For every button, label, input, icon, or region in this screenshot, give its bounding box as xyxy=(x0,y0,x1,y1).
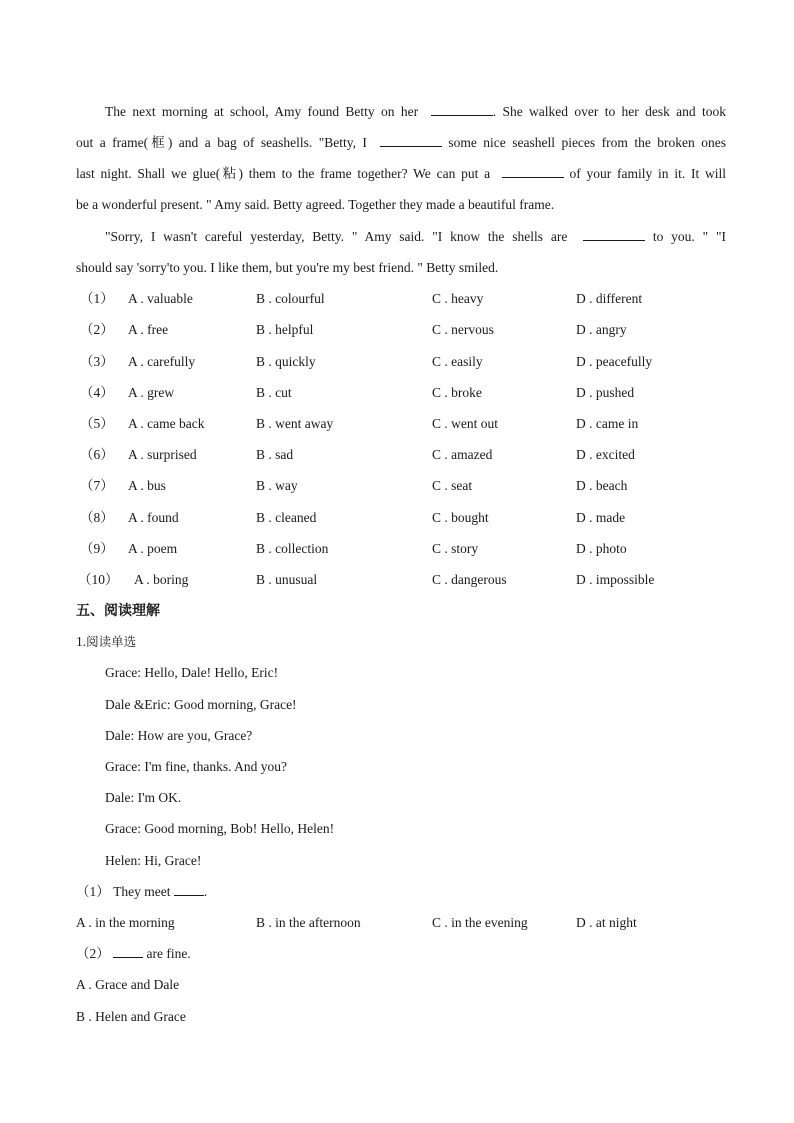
option-row xyxy=(76,538,726,560)
option-b[interactable]: B . helpful xyxy=(256,322,314,337)
option-d[interactable]: D . beach xyxy=(576,478,628,493)
option-row xyxy=(76,319,726,341)
option-a[interactable]: A . in the morning xyxy=(76,915,175,930)
option-b[interactable]: B . cleaned xyxy=(256,510,317,525)
answer-blank xyxy=(502,163,564,178)
option-d[interactable]: D . at night xyxy=(576,915,637,930)
option-d[interactable]: D . peacefully xyxy=(576,354,653,369)
option-a[interactable]: A . poem xyxy=(128,541,178,556)
option-a[interactable]: A . came back xyxy=(128,416,205,431)
option-d[interactable]: D . different xyxy=(576,291,643,306)
dialogue-line: Grace: Good morning, Bob! Hello, Helen! xyxy=(105,821,335,836)
dialogue-line: Dale &Eric: Good morning, Grace! xyxy=(105,697,297,712)
dialogue-line: Helen: Hi, Grace! xyxy=(105,853,202,868)
option-b[interactable]: B . quickly xyxy=(256,354,316,369)
passage-line: be a wonderful present. " Amy said. Betty agreed. Together they made a beautiful frame. xyxy=(76,197,555,212)
option-row xyxy=(76,444,726,466)
passage-line: should say 'sorry'to you. I like them, but you're my best friend. " Betty smiled. xyxy=(76,260,499,275)
question-number: （9） xyxy=(80,541,114,556)
option-c[interactable]: C . bought xyxy=(432,510,489,525)
option-a[interactable]: A . carefully xyxy=(128,354,196,369)
question-1: （1） They meet . xyxy=(76,881,207,903)
option-row xyxy=(76,912,726,934)
option-d[interactable]: D . angry xyxy=(576,322,627,337)
option-d[interactable]: D . photo xyxy=(576,541,627,556)
option-d[interactable]: D . excited xyxy=(576,447,635,462)
question-number: （10） xyxy=(78,572,119,587)
option-b[interactable]: B . Helen and Grace xyxy=(76,1009,186,1024)
passage-line: out a frame(框) and a bag of seashells. "Betty, I some nice seashell pieces from the broken ones xyxy=(76,132,726,154)
dialogue-line: Dale: How are you, Grace? xyxy=(105,728,253,743)
option-c[interactable]: C . dangerous xyxy=(432,572,507,587)
sub-section-label: 1.阅读单选 xyxy=(76,634,137,649)
answer-blank xyxy=(431,101,493,116)
option-c[interactable]: C . went out xyxy=(432,416,498,431)
question-number: （2） xyxy=(80,322,114,337)
option-a[interactable]: A . boring xyxy=(134,572,189,587)
dialogue-line: Dale: I'm OK. xyxy=(105,790,182,805)
option-a[interactable]: A . bus xyxy=(128,478,166,493)
option-d[interactable]: D . pushed xyxy=(576,385,635,400)
option-b[interactable]: B . sad xyxy=(256,447,294,462)
option-row xyxy=(76,288,726,310)
question-number: （4） xyxy=(80,385,114,400)
passage-line: last night. Shall we glue(粘) them to the frame together? We can put a of your family in it. It will xyxy=(76,163,726,185)
passage-line: The next morning at school, Amy found Betty on her . She walked over to her desk and took xyxy=(76,101,726,123)
question-number: （6） xyxy=(80,447,114,462)
option-c[interactable]: C . nervous xyxy=(432,322,494,337)
option-row xyxy=(76,382,726,404)
dialogue-line: Grace: Hello, Dale! Hello, Eric! xyxy=(105,665,279,680)
dialogue-line: Grace: I'm fine, thanks. And you? xyxy=(105,759,288,774)
answer-blank xyxy=(583,226,645,241)
option-row xyxy=(76,413,726,435)
option-d[interactable]: D . impossible xyxy=(576,572,655,587)
option-c[interactable]: C . story xyxy=(432,541,479,556)
option-b[interactable]: B . way xyxy=(256,478,298,493)
option-c[interactable]: C . seat xyxy=(432,478,473,493)
option-b[interactable]: B . colourful xyxy=(256,291,325,306)
option-row xyxy=(76,569,726,591)
question-number: （3） xyxy=(80,354,114,369)
question-number: （8） xyxy=(80,510,114,525)
option-a[interactable]: A . grew xyxy=(128,385,175,400)
option-row xyxy=(76,507,726,529)
option-a[interactable]: A . valuable xyxy=(128,291,193,306)
option-b[interactable]: B . went away xyxy=(256,416,334,431)
option-c[interactable]: C . broke xyxy=(432,385,482,400)
section-heading: 五、阅读理解 xyxy=(76,603,160,619)
question-number: （1） xyxy=(80,291,114,306)
option-d[interactable]: D . came in xyxy=(576,416,639,431)
option-row xyxy=(76,351,726,373)
option-b[interactable]: B . unusual xyxy=(256,572,318,587)
option-c[interactable]: C . heavy xyxy=(432,291,484,306)
answer-blank xyxy=(174,881,204,896)
option-d[interactable]: D . made xyxy=(576,510,626,525)
answer-blank xyxy=(380,132,442,147)
option-b[interactable]: B . in the afternoon xyxy=(256,915,361,930)
option-a[interactable]: A . Grace and Dale xyxy=(76,977,180,992)
option-a[interactable]: A . surprised xyxy=(128,447,197,462)
option-c[interactable]: C . easily xyxy=(432,354,483,369)
option-row xyxy=(76,475,726,497)
answer-blank xyxy=(113,943,143,958)
option-c[interactable]: C . amazed xyxy=(432,447,493,462)
question-2: （2） are fine. xyxy=(76,943,191,965)
option-a[interactable]: A . free xyxy=(128,322,169,337)
option-b[interactable]: B . collection xyxy=(256,541,329,556)
option-c[interactable]: C . in the evening xyxy=(432,915,528,930)
option-b[interactable]: B . cut xyxy=(256,385,292,400)
question-number: （5） xyxy=(80,416,114,431)
option-a[interactable]: A . found xyxy=(128,510,179,525)
passage-line: "Sorry, I wasn't careful yesterday, Betty. " Amy said. "I know the shells are to you. " "I xyxy=(76,226,726,248)
question-number: （7） xyxy=(80,478,114,493)
